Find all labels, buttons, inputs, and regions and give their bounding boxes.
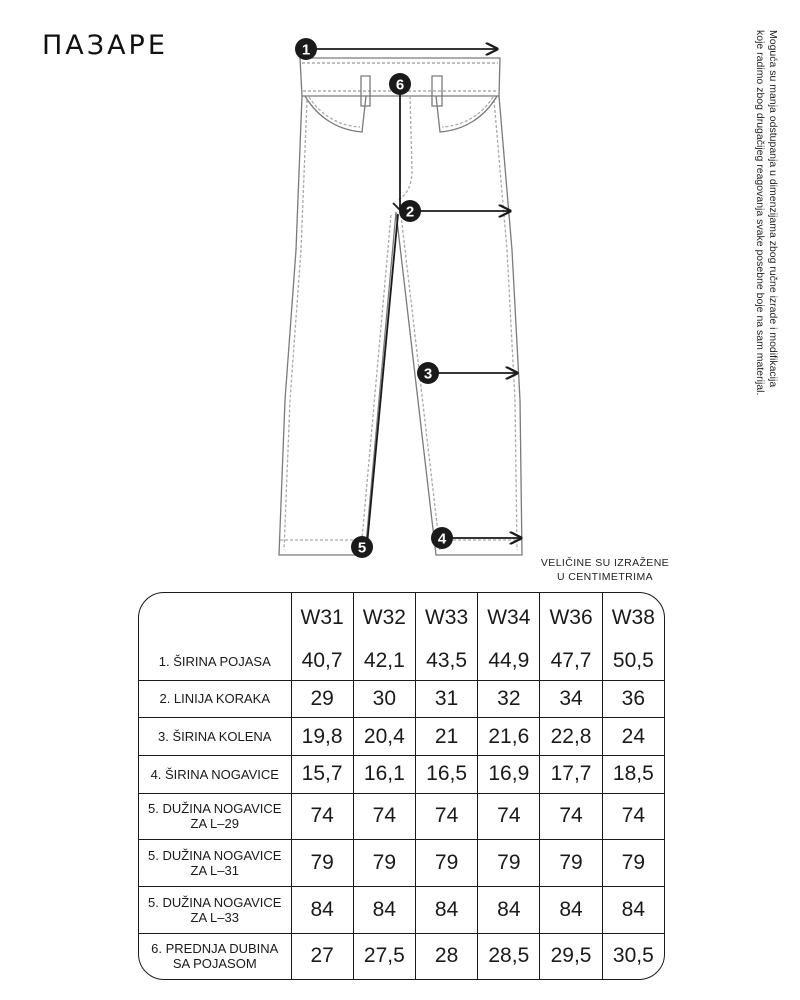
measurement-value: 17,7 — [540, 756, 602, 794]
marker-4-label: 4 — [437, 530, 447, 548]
marker-2 — [399, 200, 421, 222]
size-header-w33: W33 — [416, 593, 478, 643]
measurement-value: 79 — [416, 840, 478, 887]
measurement-value: 16,5 — [416, 756, 478, 794]
measurement-label: 5. DUŽINA NOGAVICE ZA L–33 — [139, 887, 292, 934]
units-line-1: VELIČINE SU IZRAŽENE — [540, 557, 670, 569]
measurement-value: 30,5 — [612, 944, 654, 968]
measurement-label: 6. PREDNJA DUBINA SA POJASOM — [139, 934, 292, 979]
measurement-value: 79 — [478, 840, 540, 887]
measurement-value: 16,9 — [478, 756, 540, 794]
measure-lines — [306, 49, 521, 545]
measurement-value: 42,1 — [354, 643, 416, 681]
measurement-row — [139, 840, 664, 887]
measurement-value: 27,5 — [354, 934, 416, 979]
measurement-value: 74 — [292, 794, 354, 841]
measurement-value: 21,6 — [478, 718, 540, 756]
measurement-label: 5. DUŽINA NOGAVICE ZA L–29 — [139, 794, 292, 841]
measurement-row — [139, 718, 664, 756]
measurement-label: 5. DUŽINA NOGAVICE ZA L–31 — [139, 840, 292, 887]
size-chart-table — [138, 592, 665, 980]
measurement-row — [139, 756, 664, 794]
left-inner-stitch — [361, 215, 391, 550]
measurement-value: 44,9 — [478, 643, 540, 681]
size-header-w32: W32 — [354, 593, 416, 643]
corner-cell — [139, 593, 292, 643]
measurement-row — [139, 681, 664, 719]
measurement-value: 28 — [416, 934, 478, 979]
measurement-value: 21 — [416, 718, 478, 756]
marker-5-label: 5 — [357, 539, 367, 557]
marker-4 — [431, 527, 453, 549]
size-header-w36: W36 — [540, 593, 602, 643]
measurement-value: 31 — [416, 681, 478, 719]
measurement-value: 40,7 — [292, 643, 354, 681]
brand-logo: ΠΑЗАРЕ — [42, 30, 168, 61]
measurement-value: 74 — [354, 794, 416, 841]
measurement-value: 84 — [292, 887, 354, 934]
measurement-value: 34 — [540, 681, 602, 719]
measurement-value: 50,5 — [603, 643, 664, 681]
measurement-value: 30 — [354, 681, 416, 719]
marker-1-label: 1 — [301, 41, 311, 59]
left-pocket — [305, 96, 366, 132]
measurement-value: 24 — [603, 718, 664, 756]
measurement-value: 79 — [603, 840, 664, 887]
marker-3-label: 3 — [423, 365, 433, 383]
measurement-value: 20,4 — [354, 718, 416, 756]
measurement-row — [139, 643, 664, 681]
measurement-value: 29,5 — [540, 934, 602, 979]
marker-1 — [295, 38, 317, 60]
measurement-value: 16,1 — [354, 756, 416, 794]
measurement-value: 84 — [478, 887, 540, 934]
measurement-value: 79 — [540, 840, 602, 887]
measurement-row — [139, 934, 664, 979]
size-header-w31: W31 — [292, 593, 354, 643]
units-line-2: U CENTIMETRIMA — [556, 571, 653, 583]
size-header-w38: W38 — [611, 606, 655, 629]
measurement-value: 36 — [603, 681, 664, 719]
measurement-value: 74 — [603, 794, 664, 841]
marker-2-label: 2 — [405, 203, 415, 221]
marker-5 — [351, 536, 373, 558]
measurement-label: 3. ŠIRINA KOLENA — [139, 718, 292, 756]
measurement-value: 74 — [540, 794, 602, 841]
measurement-row — [139, 887, 664, 934]
measurement-row — [139, 794, 664, 841]
measurement-value: 79 — [354, 840, 416, 887]
measurement-value: 15,7 — [292, 756, 354, 794]
left-outer-stitch — [284, 100, 307, 550]
measurement-value: 32 — [478, 681, 540, 719]
measurement-value: 79 — [292, 840, 354, 887]
inseam-length-line — [367, 214, 398, 545]
measurement-value: 22,8 — [540, 718, 602, 756]
measurement-value: 27 — [292, 934, 354, 979]
rise-chevron-left — [393, 203, 400, 210]
measurement-value: 29 — [292, 681, 354, 719]
size-header-row — [139, 593, 664, 643]
size-table-body — [139, 643, 664, 979]
measurement-value: 84 — [416, 887, 478, 934]
measurement-label: 1. ŠIRINA POJASA — [139, 643, 292, 681]
right-pocket — [436, 96, 497, 132]
units-note — [525, 556, 685, 584]
measurement-value: 28,5 — [478, 934, 540, 979]
measurement-value: 74 — [416, 794, 478, 841]
measurement-value: 47,7 — [540, 643, 602, 681]
measurement-value: 84 — [603, 887, 664, 934]
measurement-label: 4. ŠIRINA NOGAVICE — [139, 756, 292, 794]
measurement-value: 84 — [354, 887, 416, 934]
marker-6 — [389, 73, 411, 95]
measurement-value: 74 — [478, 794, 540, 841]
size-header-w34: W34 — [478, 593, 540, 643]
measurement-label: 2. LINIJA KORAKA — [139, 681, 292, 719]
measurement-value: 43,5 — [416, 643, 478, 681]
measurement-value: 18,5 — [603, 756, 664, 794]
marker-6-label: 6 — [395, 76, 405, 94]
measurement-value: 19,8 — [292, 718, 354, 756]
disclaimer-text: Moguća su manja odstupanja u dimenzijama zbog ručne izrade i modifikacija koje radimo zbog drugačijeg reagovanja svake posebne boje na sam materijal. — [754, 30, 779, 396]
marker-3 — [417, 362, 439, 384]
right-inner-stitch — [401, 215, 440, 550]
measurement-value: 84 — [540, 887, 602, 934]
